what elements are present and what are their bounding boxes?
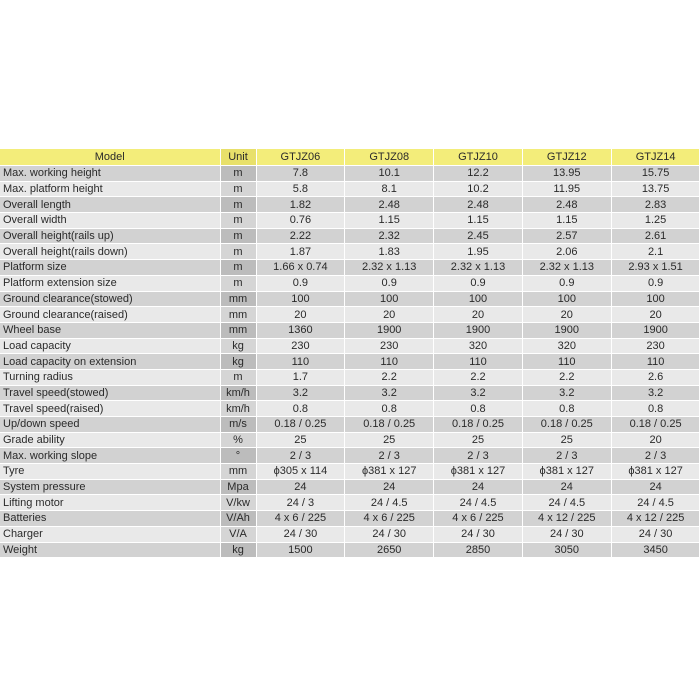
spec-value: 110 [611, 354, 700, 370]
spec-value: 24 [256, 479, 345, 495]
spec-unit: km/h [220, 385, 256, 401]
spec-value: 2.93 x 1.51 [611, 260, 700, 276]
spec-value: 110 [256, 354, 345, 370]
table-row [0, 322, 700, 338]
spec-label: Overall height(rails down) [0, 244, 220, 260]
spec-value: 10.1 [345, 166, 434, 182]
spec-value: 100 [611, 291, 700, 307]
spec-value: 1900 [522, 322, 611, 338]
spec-value: 20 [611, 307, 700, 323]
spec-value: 2.48 [434, 197, 523, 213]
spec-value: 24 [345, 479, 434, 495]
spec-value: 230 [345, 338, 434, 354]
spec-value: 24 / 30 [345, 526, 434, 542]
spec-unit: mm [220, 307, 256, 323]
table-row [0, 275, 700, 291]
spec-value: 100 [522, 291, 611, 307]
spec-label: Overall height(rails up) [0, 228, 220, 244]
spec-label: Platform extension size [0, 275, 220, 291]
spec-value: 3.2 [611, 385, 700, 401]
spec-label: Overall width [0, 213, 220, 229]
spec-value: 5.8 [256, 181, 345, 197]
spec-label: Ground clearance(raised) [0, 307, 220, 323]
spec-table [0, 149, 700, 558]
spec-value: 2.1 [611, 244, 700, 260]
spec-value: 25 [345, 432, 434, 448]
spec-unit: Mpa [220, 479, 256, 495]
spec-value: ϕ381 x 127 [434, 464, 523, 480]
table-row [0, 495, 700, 511]
spec-value: 110 [434, 354, 523, 370]
spec-value: 2850 [434, 542, 523, 558]
spec-value: 2 / 3 [345, 448, 434, 464]
spec-label: Up/down speed [0, 417, 220, 433]
table-row [0, 401, 700, 417]
spec-value: 110 [522, 354, 611, 370]
spec-value: ϕ305 x 114 [256, 464, 345, 480]
spec-value: 230 [256, 338, 345, 354]
spec-value: 20 [434, 307, 523, 323]
spec-value: 100 [345, 291, 434, 307]
table-row [0, 417, 700, 433]
spec-value: 100 [256, 291, 345, 307]
table-row [0, 260, 700, 276]
spec-label: Charger [0, 526, 220, 542]
spec-label: Max. platform height [0, 181, 220, 197]
spec-value: 0.8 [434, 401, 523, 417]
spec-value: 1.15 [345, 213, 434, 229]
spec-unit: m [220, 197, 256, 213]
spec-value: 20 [522, 307, 611, 323]
table-row [0, 479, 700, 495]
spec-value: 1.15 [522, 213, 611, 229]
table-row [0, 448, 700, 464]
spec-label: Wheel base [0, 322, 220, 338]
spec-value: 3.2 [345, 385, 434, 401]
spec-label: Travel speed(stowed) [0, 385, 220, 401]
spec-value: 24 / 30 [434, 526, 523, 542]
spec-value: 24 [434, 479, 523, 495]
table-row [0, 542, 700, 558]
spec-value: 2.45 [434, 228, 523, 244]
header-row [0, 149, 700, 166]
header-gtjz06: GTJZ06 [256, 149, 345, 166]
spec-body [0, 166, 700, 558]
spec-value: 1900 [345, 322, 434, 338]
spec-unit: m [220, 275, 256, 291]
spec-value: 2 / 3 [611, 448, 700, 464]
spec-value: 25 [434, 432, 523, 448]
spec-value: 2.32 x 1.13 [345, 260, 434, 276]
spec-value: 1900 [434, 322, 523, 338]
spec-unit: mm [220, 322, 256, 338]
spec-value: 24 [611, 479, 700, 495]
spec-sheet [0, 149, 700, 558]
spec-label: Turning radius [0, 369, 220, 385]
table-row [0, 354, 700, 370]
spec-value: 0.18 / 0.25 [256, 417, 345, 433]
table-row [0, 291, 700, 307]
spec-label: Weight [0, 542, 220, 558]
spec-value: 0.8 [256, 401, 345, 417]
spec-value: 15.75 [611, 166, 700, 182]
spec-value: 24 / 30 [611, 526, 700, 542]
spec-value: 1.83 [345, 244, 434, 260]
spec-unit: mm [220, 464, 256, 480]
spec-unit: kg [220, 338, 256, 354]
table-row [0, 213, 700, 229]
spec-unit: m [220, 213, 256, 229]
spec-value: 24 / 3 [256, 495, 345, 511]
spec-value: 13.75 [611, 181, 700, 197]
spec-value: 100 [434, 291, 523, 307]
spec-value: 2.48 [522, 197, 611, 213]
spec-value: 3450 [611, 542, 700, 558]
spec-value: 24 [522, 479, 611, 495]
spec-value: 24 / 30 [522, 526, 611, 542]
spec-unit: V/kw [220, 495, 256, 511]
table-row [0, 385, 700, 401]
table-row [0, 307, 700, 323]
spec-label: Load capacity [0, 338, 220, 354]
table-row [0, 369, 700, 385]
spec-value: 0.8 [522, 401, 611, 417]
spec-value: 13.95 [522, 166, 611, 182]
spec-value: 110 [345, 354, 434, 370]
spec-value: 24 / 4.5 [345, 495, 434, 511]
spec-value: 2.32 x 1.13 [522, 260, 611, 276]
spec-value: 0.18 / 0.25 [611, 417, 700, 433]
spec-value: 1.25 [611, 213, 700, 229]
spec-value: 4 x 12 / 225 [611, 511, 700, 527]
spec-value: 2650 [345, 542, 434, 558]
spec-unit: m [220, 244, 256, 260]
spec-value: 1500 [256, 542, 345, 558]
spec-value: 2.48 [345, 197, 434, 213]
spec-value: 25 [256, 432, 345, 448]
spec-value: 2.83 [611, 197, 700, 213]
spec-value: ϕ381 x 127 [611, 464, 700, 480]
spec-unit: m [220, 181, 256, 197]
spec-value: 3050 [522, 542, 611, 558]
spec-value: 20 [345, 307, 434, 323]
spec-value: 20 [611, 432, 700, 448]
table-row [0, 432, 700, 448]
header-gtjz12: GTJZ12 [522, 149, 611, 166]
spec-value: 0.18 / 0.25 [345, 417, 434, 433]
spec-label: Batteries [0, 511, 220, 527]
table-row [0, 181, 700, 197]
spec-value: ϕ381 x 127 [345, 464, 434, 480]
table-row [0, 166, 700, 182]
spec-value: 2 / 3 [434, 448, 523, 464]
spec-unit: % [220, 432, 256, 448]
spec-label: Travel speed(raised) [0, 401, 220, 417]
spec-value: 1360 [256, 322, 345, 338]
spec-unit: m [220, 166, 256, 182]
spec-value: 2.2 [522, 369, 611, 385]
spec-value: 2.32 [345, 228, 434, 244]
spec-label: Platform size [0, 260, 220, 276]
spec-value: 3.2 [522, 385, 611, 401]
spec-label: Max. working slope [0, 448, 220, 464]
spec-value: 1.95 [434, 244, 523, 260]
spec-value: 0.9 [522, 275, 611, 291]
spec-value: 24 / 4.5 [434, 495, 523, 511]
spec-value: 1.66 x 0.74 [256, 260, 345, 276]
spec-value: 0.9 [345, 275, 434, 291]
spec-value: 2.22 [256, 228, 345, 244]
spec-label: System pressure [0, 479, 220, 495]
spec-unit: m [220, 260, 256, 276]
spec-value: 2.06 [522, 244, 611, 260]
spec-unit: m/s [220, 417, 256, 433]
spec-unit: m [220, 228, 256, 244]
spec-value: 0.18 / 0.25 [522, 417, 611, 433]
spec-label: Tyre [0, 464, 220, 480]
spec-unit: ° [220, 448, 256, 464]
header-gtjz10: GTJZ10 [434, 149, 523, 166]
spec-unit: kg [220, 354, 256, 370]
spec-value: 10.2 [434, 181, 523, 197]
spec-label: Max. working height [0, 166, 220, 182]
spec-value: 4 x 6 / 225 [434, 511, 523, 527]
spec-value: 24 / 4.5 [522, 495, 611, 511]
spec-label: Lifting motor [0, 495, 220, 511]
spec-value: 24 / 30 [256, 526, 345, 542]
spec-value: 20 [256, 307, 345, 323]
spec-unit: mm [220, 291, 256, 307]
spec-value: 0.8 [345, 401, 434, 417]
spec-value: 1.15 [434, 213, 523, 229]
spec-value: 3.2 [434, 385, 523, 401]
spec-value: 2 / 3 [256, 448, 345, 464]
spec-value: 2.61 [611, 228, 700, 244]
spec-value: 3.2 [256, 385, 345, 401]
spec-value: 1.7 [256, 369, 345, 385]
spec-label: Ground clearance(stowed) [0, 291, 220, 307]
spec-value: 4 x 12 / 225 [522, 511, 611, 527]
spec-value: 1.82 [256, 197, 345, 213]
header-model: Model [0, 149, 220, 166]
table-row [0, 228, 700, 244]
header-gtjz08: GTJZ08 [345, 149, 434, 166]
spec-value: 12.2 [434, 166, 523, 182]
spec-unit: V/Ah [220, 511, 256, 527]
spec-value: 0.9 [434, 275, 523, 291]
spec-value: 24 / 4.5 [611, 495, 700, 511]
table-row [0, 197, 700, 213]
spec-value: 230 [611, 338, 700, 354]
spec-unit: kg [220, 542, 256, 558]
spec-label: Grade ability [0, 432, 220, 448]
table-row [0, 464, 700, 480]
spec-value: 1900 [611, 322, 700, 338]
spec-unit: V/A [220, 526, 256, 542]
spec-unit: m [220, 369, 256, 385]
spec-value: 0.9 [256, 275, 345, 291]
table-row [0, 511, 700, 527]
spec-value: 11.95 [522, 181, 611, 197]
spec-value: 320 [434, 338, 523, 354]
spec-value: 4 x 6 / 225 [345, 511, 434, 527]
spec-value: 2.57 [522, 228, 611, 244]
table-row [0, 338, 700, 354]
header-unit: Unit [220, 149, 256, 166]
spec-value: 2.2 [345, 369, 434, 385]
spec-label: Overall length [0, 197, 220, 213]
spec-value: 0.8 [611, 401, 700, 417]
spec-value: 1.87 [256, 244, 345, 260]
spec-value: 0.76 [256, 213, 345, 229]
spec-value: 320 [522, 338, 611, 354]
spec-value: 4 x 6 / 225 [256, 511, 345, 527]
table-row [0, 244, 700, 260]
header-gtjz14: GTJZ14 [611, 149, 700, 166]
spec-value: 2.32 x 1.13 [434, 260, 523, 276]
spec-value: 2.2 [434, 369, 523, 385]
spec-value: ϕ381 x 127 [522, 464, 611, 480]
spec-value: 7.8 [256, 166, 345, 182]
spec-label: Load capacity on extension [0, 354, 220, 370]
spec-value: 25 [522, 432, 611, 448]
spec-unit: km/h [220, 401, 256, 417]
spec-value: 2 / 3 [522, 448, 611, 464]
spec-value: 0.9 [611, 275, 700, 291]
spec-value: 2.6 [611, 369, 700, 385]
spec-value: 0.18 / 0.25 [434, 417, 523, 433]
table-row [0, 526, 700, 542]
spec-value: 8.1 [345, 181, 434, 197]
